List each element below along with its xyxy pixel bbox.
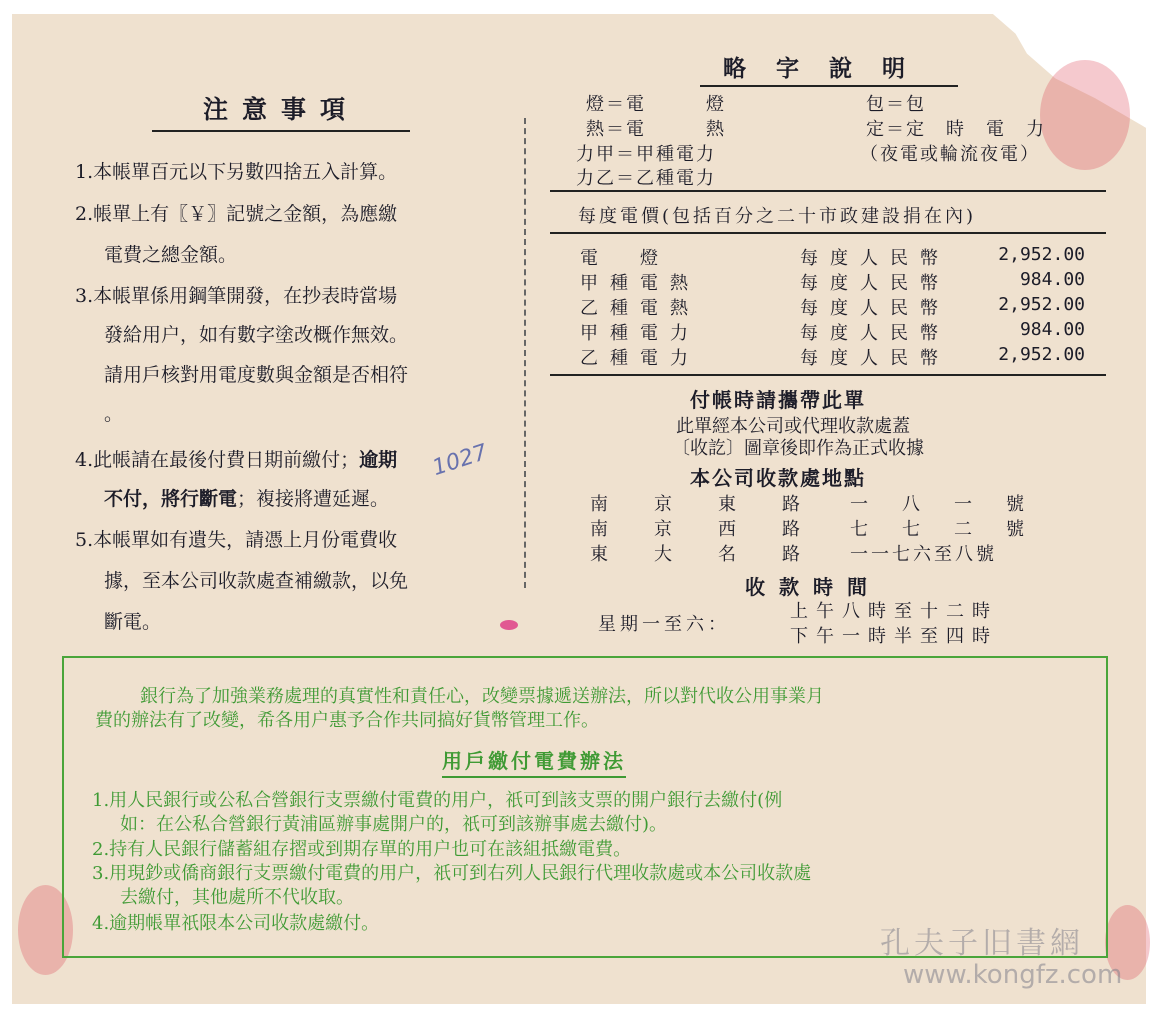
price-value: 984.00: [1019, 319, 1085, 340]
hours-title: 收款時間: [745, 575, 881, 599]
rule-price-head: [550, 232, 1106, 234]
notice-item-2: 2.帳單上有〖￥〗記號之金額，為應繳: [75, 203, 398, 225]
rule-price-end: [550, 374, 1106, 376]
notice-item-5: 5.本帳單如有遺失，請憑上月份電費收: [75, 529, 398, 551]
price-unit: 每度人民幣: [800, 248, 950, 269]
notice-item-4-warning: 逾期: [359, 449, 398, 471]
bring-bill-notice: 付帳時請攜帶此單: [690, 388, 866, 412]
price-unit: 每度人民幣: [800, 323, 950, 344]
receipt-note-2: 〔收訖〕圖章後即作為正式收據: [672, 438, 924, 459]
bank-method-1-cont: 如：在公私合營銀行黃浦區辦事處開户的，祇可到該辦事處去繳付)。: [120, 814, 668, 835]
magenta-ink-dot: [500, 620, 518, 630]
notice-title: 注意事項: [152, 90, 410, 132]
notice-item-4-text: 4.此帳請在最後付費日期前繳付；: [75, 449, 360, 471]
bank-method-1: 1.用人民銀行或公私合營銀行支票繳付電費的用户，祇可到該支票的開户銀行去繳付(例: [92, 790, 783, 811]
notice-item-4-cont: [104, 485, 389, 513]
notice-item-4: [75, 446, 397, 474]
locations-title: 本公司收款處地點: [690, 466, 866, 490]
price-name: 甲種電熱: [580, 273, 700, 294]
address-number: 一一七六至八號: [850, 544, 997, 565]
notice-item-4-cutoff: 不付，將行斷電: [104, 488, 238, 510]
address-number: 七 七 二 號: [850, 519, 1032, 540]
price-unit: 每度人民幣: [800, 273, 950, 294]
perforation-divider: [524, 118, 534, 588]
notice-item-1: 1.本帳單百元以下另數四捨五入計算。: [75, 161, 398, 183]
bank-paragraph-2: 費的辦法有了改變，希各用户惠予合作共同搞好貨幣管理工作。: [95, 710, 599, 731]
abbrev-heat: 熱＝電 熱: [586, 119, 726, 140]
price-name: 乙種電力: [580, 348, 700, 369]
bank-method-4: 4.逾期帳單祇限本公司收款處繳付。: [92, 913, 380, 934]
rule-abbrev: [550, 190, 1106, 192]
price-value: 2,952.00: [998, 294, 1085, 315]
red-stamp-top-right: [1040, 60, 1130, 170]
price-unit: 每度人民幣: [800, 348, 950, 369]
address-number: 一 八 一 號: [850, 494, 1032, 515]
address-road: 南 京 西 路: [590, 519, 814, 540]
notice-item-3-cont2: 請用戶核對用電度數與金額是否相符: [104, 364, 409, 386]
receipt-note-1: 此單經本公司或代理收款處蓋: [676, 416, 910, 437]
abbrev-package: 包＝包: [866, 94, 926, 115]
notice-item-5-cont1: 據，至本公司收款處查補繳款，以免: [104, 570, 409, 592]
price-name: 甲種電力: [580, 323, 700, 344]
hours-days: 星期一至六：: [598, 614, 730, 635]
bank-method-3-cont: 去繳付，其他處所不代收取。: [120, 887, 354, 908]
notice-item-3-cont1: 發給用户，如有數字塗改概作無效。: [104, 324, 409, 346]
address-road: 南 京 東 路: [590, 494, 814, 515]
handwritten-note: 1027: [429, 439, 491, 482]
notice-item-2-cont: 電費之總金額。: [104, 244, 238, 266]
watermark-url: www.kongfz.com: [903, 960, 1123, 990]
abbrev-night: （夜電或輪流夜電）: [860, 144, 1040, 165]
abbrev-power-a: 力甲＝甲種電力: [576, 144, 716, 165]
hours-afternoon: 下午一時半至四時: [790, 626, 998, 647]
bank-paragraph-1: 銀行為了加強業務處理的真實性和責任心，改變票據遞送辦法，所以對代收公用事業月: [140, 686, 824, 707]
price-heading: 每度電價(包括百分之二十市政建設捐在內): [578, 206, 977, 227]
notice-item-3-cont3: 。: [104, 403, 124, 425]
notice-item-4-delay: ；複接將遭延遲。: [237, 488, 390, 510]
bank-method-2: 2.持有人民銀行儲蓄組存摺或到期存單的用户也可在該組抵繳電費。: [92, 839, 632, 860]
price-name: 電 燈: [580, 248, 670, 269]
abbrev-light: 燈＝電 燈: [586, 94, 726, 115]
watermark-name: 孔夫子旧書網: [880, 926, 1084, 961]
hours-morning: 上午八時至十二時: [790, 601, 998, 622]
abbreviation-title: 略字說明: [700, 50, 958, 87]
address-road: 東 大 名 路: [590, 544, 814, 565]
bank-method-3: 3.用現鈔或僑商銀行支票繳付電費的用户，祇可到右列人民銀行代理收款處或本公司收款處: [92, 863, 812, 884]
bank-method-title: 用戶繳付電費辦法: [442, 745, 626, 778]
abbrev-power-b: 力乙＝乙種電力: [576, 168, 716, 189]
notice-item-5-cont2: 斷電。: [104, 611, 162, 633]
notice-item-3: 3.本帳單係用鋼筆開發，在抄表時當場: [75, 285, 398, 307]
price-value: 984.00: [1019, 269, 1085, 290]
price-name: 乙種電熱: [580, 298, 700, 319]
abbrev-timed: 定＝定 時 電 力: [866, 119, 1046, 140]
price-value: 2,952.00: [998, 244, 1085, 265]
price-unit: 每度人民幣: [800, 298, 950, 319]
price-value: 2,952.00: [998, 344, 1085, 365]
